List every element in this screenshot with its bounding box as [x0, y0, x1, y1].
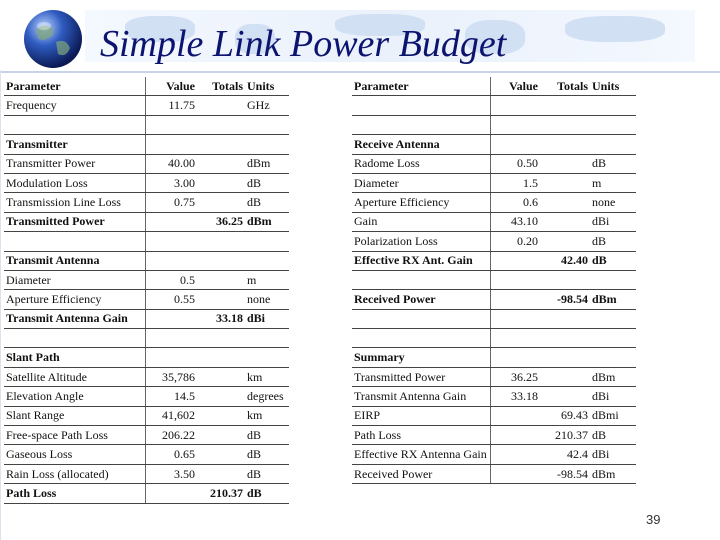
table-row [4, 154, 289, 173]
totals-cell: 210.37 [540, 426, 590, 445]
title-divider [0, 71, 720, 73]
parameter-cell: Summary [352, 348, 490, 367]
header-value: Value [145, 77, 197, 96]
value-cell [490, 270, 540, 289]
parameter-cell: Modulation Loss [4, 173, 145, 192]
parameter-cell: Effective RX Ant. Gain [352, 251, 490, 270]
table-row [4, 96, 289, 115]
parameter-cell: EIRP [352, 406, 490, 425]
units-cell: dBmi [590, 406, 636, 425]
units-cell: m [245, 270, 289, 289]
table-row [4, 173, 289, 192]
value-cell: 36.25 [490, 367, 540, 386]
parameter-cell: Free-space Path Loss [4, 426, 145, 445]
units-cell: dB [590, 154, 636, 173]
totals-cell [197, 135, 245, 154]
table-row [352, 232, 636, 251]
totals-cell [540, 115, 590, 134]
totals-cell [540, 96, 590, 115]
units-cell: dBm [245, 154, 289, 173]
value-cell [145, 212, 197, 231]
table-row [4, 406, 289, 425]
parameter-cell: Satellite Altitude [4, 367, 145, 386]
units-cell: dBi [590, 387, 636, 406]
totals-cell [540, 193, 590, 212]
parameter-cell [352, 329, 490, 348]
table-row [352, 367, 636, 386]
table-row [4, 115, 289, 134]
units-cell: degrees [245, 387, 289, 406]
table-row [352, 290, 636, 309]
value-cell: 11.75 [145, 96, 197, 115]
value-cell [145, 115, 197, 134]
totals-cell [197, 367, 245, 386]
units-cell: dBi [590, 445, 636, 464]
units-cell: dB [245, 173, 289, 192]
units-cell: dB [590, 426, 636, 445]
table-row [4, 290, 289, 309]
value-cell: 14.5 [145, 387, 197, 406]
totals-cell [540, 270, 590, 289]
totals-cell [197, 115, 245, 134]
value-cell: 206.22 [145, 426, 197, 445]
totals-cell: 36.25 [197, 212, 245, 231]
globe-icon [22, 8, 84, 70]
table-row [4, 445, 289, 464]
header-parameter: Parameter [4, 77, 145, 96]
totals-cell [197, 426, 245, 445]
parameter-cell: Path Loss [352, 426, 490, 445]
table-header-row [4, 77, 289, 96]
parameter-cell: Aperture Efficiency [352, 193, 490, 212]
table-row [4, 329, 289, 348]
parameter-cell: Transmit Antenna [4, 251, 145, 270]
totals-cell [197, 270, 245, 289]
table-row [352, 173, 636, 192]
totals-cell: -98.54 [540, 464, 590, 483]
parameter-cell: Transmitted Power [352, 367, 490, 386]
parameter-cell: Transmitted Power [4, 212, 145, 231]
units-cell [245, 329, 289, 348]
value-cell: 0.55 [145, 290, 197, 309]
value-cell: 1.5 [490, 173, 540, 192]
value-cell: 3.00 [145, 173, 197, 192]
value-cell: 0.5 [145, 270, 197, 289]
downlink-budget-table [352, 77, 636, 484]
header-totals: Totals [540, 77, 590, 96]
totals-cell: 42.40 [540, 251, 590, 270]
header-units: Units [245, 77, 289, 96]
value-cell: 33.18 [490, 387, 540, 406]
totals-cell [197, 329, 245, 348]
table-row [352, 406, 636, 425]
header-parameter: Parameter [352, 77, 490, 96]
parameter-cell: Slant Range [4, 406, 145, 425]
parameter-cell: Transmitter [4, 135, 145, 154]
table-row [352, 309, 636, 328]
units-cell: dBm [590, 290, 636, 309]
value-cell: 3.50 [145, 464, 197, 483]
units-cell [245, 232, 289, 251]
table-row [352, 329, 636, 348]
parameter-cell: Transmitter Power [4, 154, 145, 173]
value-cell [490, 329, 540, 348]
units-cell: dBi [245, 309, 289, 328]
units-cell: dB [590, 251, 636, 270]
units-cell: GHz [245, 96, 289, 115]
parameter-cell [4, 232, 145, 251]
parameter-cell: Path Loss [4, 484, 145, 503]
units-cell: km [245, 367, 289, 386]
units-cell [245, 135, 289, 154]
table-row [352, 212, 636, 231]
table-row [352, 154, 636, 173]
parameter-cell: Aperture Efficiency [4, 290, 145, 309]
value-cell: 40.00 [145, 154, 197, 173]
value-cell [490, 406, 540, 425]
units-cell: dB [245, 193, 289, 212]
value-cell [490, 445, 540, 464]
table-row [4, 193, 289, 212]
units-cell: dB [245, 484, 289, 503]
totals-cell [540, 173, 590, 192]
units-cell: dB [590, 232, 636, 251]
parameter-cell: Frequency [4, 96, 145, 115]
units-cell: none [245, 290, 289, 309]
parameter-cell: Effective RX Antenna Gain [352, 445, 490, 464]
table-row [352, 96, 636, 115]
units-cell: km [245, 406, 289, 425]
value-cell [145, 484, 197, 503]
totals-cell [540, 135, 590, 154]
totals-cell [197, 464, 245, 483]
units-cell [590, 348, 636, 367]
totals-cell [197, 251, 245, 270]
parameter-cell: Rain Loss (allocated) [4, 464, 145, 483]
totals-cell [540, 309, 590, 328]
totals-cell [197, 348, 245, 367]
value-cell [490, 290, 540, 309]
totals-cell: 33.18 [197, 309, 245, 328]
parameter-cell: Diameter [4, 270, 145, 289]
totals-cell [540, 329, 590, 348]
value-cell [145, 309, 197, 328]
totals-cell [197, 154, 245, 173]
table-row [4, 348, 289, 367]
left-margin-line [0, 70, 1, 540]
units-cell: dB [245, 464, 289, 483]
units-cell: dBm [590, 367, 636, 386]
value-cell [145, 135, 197, 154]
value-cell: 41,602 [145, 406, 197, 425]
units-cell [590, 96, 636, 115]
totals-cell [540, 348, 590, 367]
parameter-cell [352, 115, 490, 134]
value-cell: 0.65 [145, 445, 197, 464]
units-cell: dB [245, 426, 289, 445]
table-row [4, 309, 289, 328]
units-cell: m [590, 173, 636, 192]
table-row [4, 484, 289, 503]
totals-cell [540, 232, 590, 251]
table-row [352, 426, 636, 445]
value-cell [145, 329, 197, 348]
page-number: 39 [646, 512, 661, 527]
table-row [4, 270, 289, 289]
totals-cell [197, 232, 245, 251]
totals-cell: -98.54 [540, 290, 590, 309]
value-cell: 0.6 [490, 193, 540, 212]
value-cell: 0.50 [490, 154, 540, 173]
value-cell [490, 426, 540, 445]
table-row [4, 251, 289, 270]
units-cell [590, 270, 636, 289]
totals-cell [197, 445, 245, 464]
totals-cell [197, 406, 245, 425]
totals-cell [540, 212, 590, 231]
slide-title: Simple Link Power Budget [100, 23, 507, 65]
table-row [352, 193, 636, 212]
parameter-cell: Gain [352, 212, 490, 231]
units-cell [245, 115, 289, 134]
value-cell: 35,786 [145, 367, 197, 386]
units-cell [590, 115, 636, 134]
table-row [352, 135, 636, 154]
table-row [352, 464, 636, 483]
units-cell [245, 251, 289, 270]
title-banner [0, 0, 720, 72]
units-cell: dBi [590, 212, 636, 231]
parameter-cell: Received Power [352, 464, 490, 483]
parameter-cell: Transmit Antenna Gain [4, 309, 145, 328]
totals-cell [197, 173, 245, 192]
parameter-cell: Gaseous Loss [4, 445, 145, 464]
value-cell [145, 348, 197, 367]
table-row [352, 348, 636, 367]
totals-cell [197, 193, 245, 212]
value-cell [145, 232, 197, 251]
parameter-cell [352, 309, 490, 328]
value-cell [490, 464, 540, 483]
units-cell: dB [245, 445, 289, 464]
value-cell [490, 251, 540, 270]
parameter-cell [4, 329, 145, 348]
table-row [4, 212, 289, 231]
table-row [352, 270, 636, 289]
table-row [352, 445, 636, 464]
value-cell [490, 135, 540, 154]
value-cell [490, 309, 540, 328]
units-cell: none [590, 193, 636, 212]
totals-cell: 210.37 [197, 484, 245, 503]
totals-cell: 69.43 [540, 406, 590, 425]
parameter-cell: Received Power [352, 290, 490, 309]
units-cell [245, 348, 289, 367]
table-row [352, 251, 636, 270]
table-row [4, 232, 289, 251]
table-row [4, 387, 289, 406]
units-cell [590, 135, 636, 154]
totals-cell [540, 387, 590, 406]
totals-cell: 42.4 [540, 445, 590, 464]
value-cell: 0.75 [145, 193, 197, 212]
value-cell [490, 96, 540, 115]
uplink-budget-table [4, 77, 289, 504]
parameter-cell [352, 96, 490, 115]
parameter-cell [4, 115, 145, 134]
table-row [4, 135, 289, 154]
units-cell: dBm [590, 464, 636, 483]
parameter-cell: Elevation Angle [4, 387, 145, 406]
totals-cell [197, 96, 245, 115]
parameter-cell: Transmission Line Loss [4, 193, 145, 212]
parameter-cell [352, 270, 490, 289]
value-cell [490, 115, 540, 134]
parameter-cell: Diameter [352, 173, 490, 192]
value-cell: 43.10 [490, 212, 540, 231]
totals-cell [540, 154, 590, 173]
parameter-cell: Radome Loss [352, 154, 490, 173]
table-row [352, 115, 636, 134]
totals-cell [197, 387, 245, 406]
totals-cell [197, 290, 245, 309]
table-header-row [352, 77, 636, 96]
header-units: Units [590, 77, 636, 96]
table-row [4, 367, 289, 386]
parameter-cell: Polarization Loss [352, 232, 490, 251]
table-row [352, 387, 636, 406]
value-cell [145, 251, 197, 270]
value-cell: 0.20 [490, 232, 540, 251]
units-cell: dBm [245, 212, 289, 231]
units-cell [590, 309, 636, 328]
parameter-cell: Receive Antenna [352, 135, 490, 154]
totals-cell [540, 367, 590, 386]
units-cell [590, 329, 636, 348]
header-value: Value [490, 77, 540, 96]
table-row [4, 464, 289, 483]
value-cell [490, 348, 540, 367]
table-row [4, 426, 289, 445]
parameter-cell: Slant Path [4, 348, 145, 367]
parameter-cell: Transmit Antenna Gain [352, 387, 490, 406]
header-totals: Totals [197, 77, 245, 96]
